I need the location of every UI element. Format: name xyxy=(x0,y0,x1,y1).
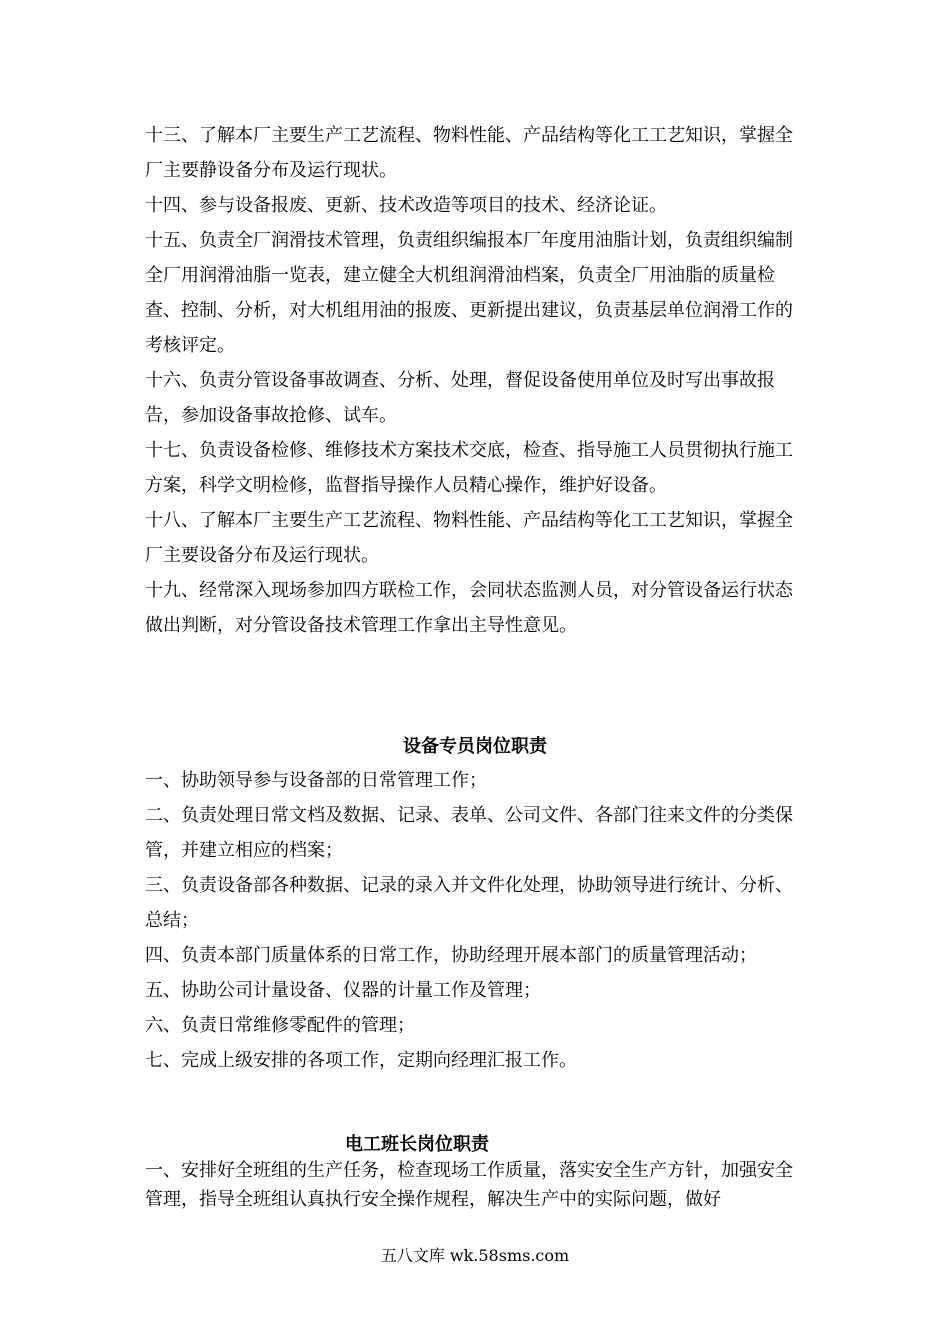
paragraph: 七、完成上级安排的各项工作，定期向经理汇报工作。 xyxy=(145,1050,577,1071)
paragraph: 一、安排好全班组的生产任务，检查现场工作质量，落实安全生产方针，加强安全管理，指导全班组认真执行安全操作规程，解决生产中的实际问题，做好 xyxy=(145,1160,793,1210)
paragraph: 四、负责本部门质量体系的日常工作，协助经理开展本部门的质量管理活动； xyxy=(145,945,757,966)
paragraph: 十七、负责设备检修、维修技术方案技术交底，检查、指导施工人员贯彻执行施工方案，科学文明检修，监督指导操作人员精心操作，维护好设备。 xyxy=(145,440,793,496)
page-footer-watermark: 五八文库 wk.58sms.com xyxy=(380,1246,570,1265)
paragraph: 六、负责日常维修零配件的管理； xyxy=(145,1015,415,1036)
section-equipment-engineer-duties xyxy=(145,118,810,643)
paragraph: 一、协助领导参与设备部的日常管理工作； xyxy=(145,770,487,791)
paragraph: 二、负责处理日常文档及数据、记录、表单、公司文件、各部门往来文件的分类保管，并建立相应的档案； xyxy=(145,805,793,861)
paragraph: 三、负责设备部各种数据、记录的录入并文件化处理，协助领导进行统计、分析、总结； xyxy=(145,875,793,931)
section-title-equipment-specialist: 设备专员岗位职责 xyxy=(403,736,547,757)
section-title-electrician-leader: 电工班长岗位职责 xyxy=(345,1134,489,1155)
section-electrician-leader-duties xyxy=(145,1156,810,1214)
paragraph: 十五、负责全厂润滑技术管理，负责组织编报本厂年度用油脂计划，负责组织编制全厂用润滑油脂一览表，建立健全大机组润滑油档案，负责全厂用油脂的质量检查、控制、分析，对大机组用油的报废、更新提出建议，负责基层单位润滑工作的考核评定。 xyxy=(145,230,793,356)
paragraph: 五、协助公司计量设备、仪器的计量工作及管理； xyxy=(145,980,541,1001)
paragraph: 十六、负责分管设备事故调查、分析、处理，督促设备使用单位及时写出事故报告，参加设备事故抢修、试车。 xyxy=(145,370,775,426)
paragraph: 十八、了解本厂主要生产工艺流程、物料性能、产品结构等化工工艺知识，掌握全厂主要设备分布及运行现状。 xyxy=(145,510,793,566)
paragraph: 十三、了解本厂主要生产工艺流程、物料性能、产品结构等化工工艺知识，掌握全厂主要静设备分布及运行现状。 xyxy=(145,125,793,181)
paragraph: 十九、经常深入现场参加四方联检工作，会同状态监测人员，对分管设备运行状态做出判断，对分管设备技术管理工作拿出主导性意见。 xyxy=(145,580,793,636)
paragraph: 十四、参与设备报废、更新、技术改造等项目的技术、经济论证。 xyxy=(145,195,667,216)
section-equipment-specialist-duties xyxy=(145,763,810,1078)
